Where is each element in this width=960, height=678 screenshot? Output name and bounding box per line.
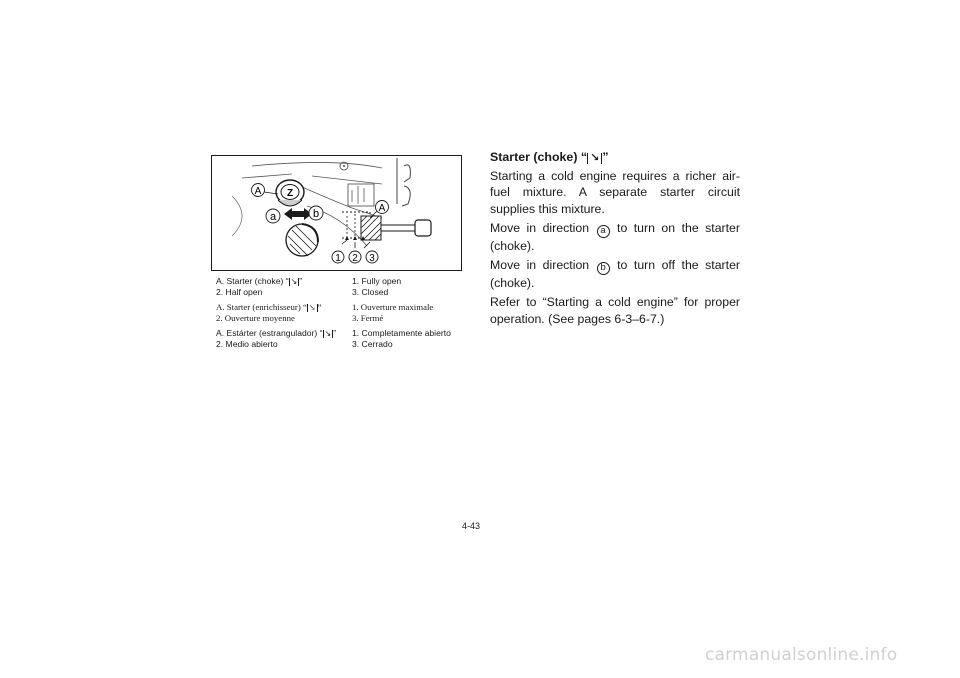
- caption-item: 1. Fully open: [352, 276, 402, 286]
- refer-paragraph: Refer to “Starting a cold engine” for proper operation. (See pages 6-3–6-7.): [490, 295, 740, 326]
- turn-off-paragraph: Move in direction b to turn off the starter (choke).: [490, 258, 741, 291]
- choke-icon: ↘: [324, 329, 332, 338]
- label-b: b: [312, 208, 320, 220]
- starter-choke-section: [490, 149, 740, 330]
- plunger-detail: [332, 201, 431, 265]
- turn-on-paragraph: Move in direction a to turn on the starter (choke).: [490, 220, 740, 253]
- knob-letter: Z: [286, 188, 294, 199]
- caption-item: 2. Medio abierto: [216, 339, 278, 349]
- section-heading: Starter (choke) “ ↘ ”: [490, 150, 609, 164]
- choke-icon: ↘: [587, 153, 602, 164]
- caption-french: [216, 302, 466, 324]
- caption-spanish: [216, 328, 466, 350]
- page-number: 4-43: [462, 521, 481, 531]
- caption-item: A. Starter (choke) “ ↘ ”: [216, 276, 303, 286]
- caption-item: 3. Fermé: [352, 313, 384, 323]
- choke-knob: [276, 180, 304, 206]
- direction-b-icon: b: [597, 262, 610, 275]
- label-2: 2: [352, 253, 358, 264]
- caption-item: 1. Ouverture maximale: [352, 302, 434, 312]
- direction-arrow: [266, 206, 323, 223]
- choke-icon: ↘: [308, 303, 316, 312]
- caption-english: [216, 276, 466, 298]
- caption-item: 3. Cerrado: [352, 339, 393, 349]
- choke-diagram: [212, 156, 462, 271]
- caption-item: A. Starter (enrichisseur) “ ↘ ”: [216, 302, 322, 312]
- figure-captions: [216, 276, 466, 354]
- watermark: carmanualsonline.info: [705, 645, 898, 665]
- caption-item: 2. Ouverture moyenne: [216, 313, 295, 323]
- caption-item: 3. Closed: [352, 287, 389, 297]
- choke-illustration: [211, 155, 462, 271]
- label-1: 1: [335, 253, 341, 264]
- caption-item: A. Estárter (estrangulador) “ ↘ ”: [216, 328, 337, 338]
- caption-item: 1. Completamente abierto: [352, 328, 451, 338]
- lower-knob: [286, 224, 318, 256]
- label-a-detail: A: [378, 203, 386, 214]
- label-a: a: [269, 211, 277, 223]
- choke-icon: ↘: [290, 277, 298, 286]
- intro-paragraph: Starting a cold engine requires a richer air-fuel mixture. A separate starter circuit supplies this mixture.: [490, 169, 740, 216]
- direction-a-icon: a: [597, 225, 610, 238]
- caption-item: 2. Half open: [216, 287, 263, 297]
- label-3: 3: [369, 253, 375, 264]
- label-a-top: A: [254, 186, 262, 197]
